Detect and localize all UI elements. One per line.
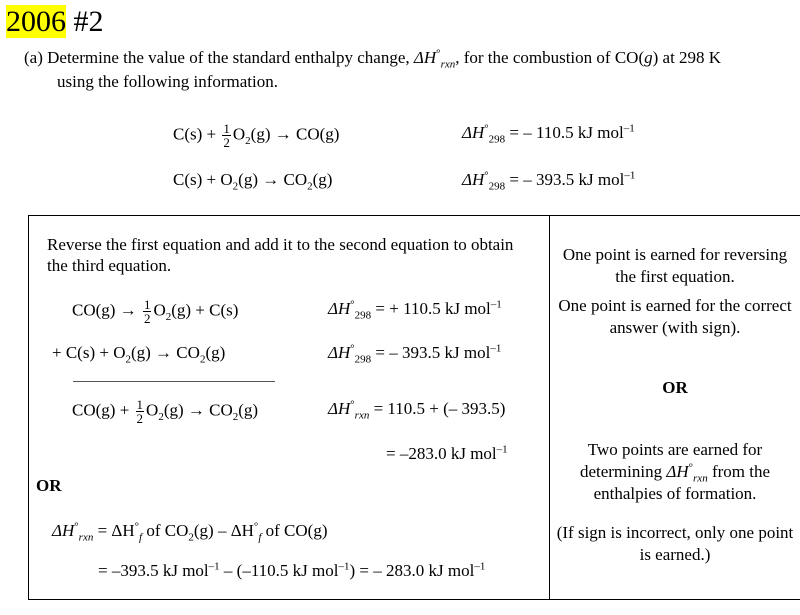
fraction-half: $\frac{1}{2}$ — [136, 397, 144, 426]
scoring-point-1: One point is earned for reversing the first equation. — [562, 245, 788, 286]
formation-equation-line-1: $\Delta H^\circ_{rxn} = \Delta H^\circ_f$ of $CO_2(g) - \Delta H^\circ_f$ of CO(g) — [52, 520, 328, 544]
solution-intro-line-1: Reverse the first equation and add it to the second equation to obtain — [47, 235, 514, 254]
column-divider — [549, 215, 550, 600]
reversed-enthalpy: $\Delta H^\circ_{298}$ = + 110.5 kJ mol$^{-1}$ — [328, 298, 502, 322]
fraction-half: $\frac{1}{2}$ — [143, 297, 151, 326]
year-highlight: 2006 — [6, 5, 66, 38]
given-equation-2: $C(s) + O_2(g) \to CO_2(g)$ — [173, 170, 333, 193]
scoring-point-2: One point is earned for the correct answer (with sign). — [558, 296, 792, 337]
formation-equation-line-2: = –393.5 kJ mol$^{-1}$ – (–110.5 kJ mol$^{-1}$) = – 283.0 kJ mol$^{-1}$ — [98, 560, 486, 580]
reversed-equation: CO(g) → $\frac{1}{2}$ $O_2(g) + C(s)$ — [72, 297, 239, 326]
fraction-half: $\frac{1}{2}$ — [223, 121, 230, 150]
solution-or-label: OR — [36, 476, 62, 495]
given-enthalpy-2: $\Delta H^\circ_{298}$ = – 393.5 kJ mol$^{-1}$ — [462, 169, 636, 193]
problem-number: #2 — [73, 5, 104, 38]
given-equation-1: C(s) + $\frac{1}{2}$ $O_2(g) \to CO(g)$ — [173, 121, 340, 150]
net-equation: CO(g) + $\frac{1}{2}$ $O_2(g) \to CO_2(g)$ — [72, 397, 259, 426]
sum-rule — [73, 381, 275, 382]
net-enthalpy-sum: $\Delta H^\circ_{rxn} = 110.5$ + (– 393.5) — [328, 398, 506, 422]
added-enthalpy: $\Delta H^\circ_{298}$ = – 393.5 kJ mol$^{-1}$ — [328, 342, 502, 366]
problem-title — [6, 4, 104, 40]
scoring-point-4: (If sign is incorrect, only one point is earned.) — [556, 523, 794, 564]
given-enthalpy-1: $\Delta H^\circ_{298}$ = – 110.5 kJ mol$^{-1}$ — [462, 122, 635, 146]
question-line-2: using the following information. — [57, 72, 278, 91]
question-line-1: (a) Determine the value of the standard enthalpy change, $\Delta H^\circ_{rxn}$, for the combustion of CO(g) at 298 K — [24, 47, 722, 71]
scoring-point-3: Two points are earned for determining $\Delta H^\circ_{rxn}$ from the enthalpies of formation. — [579, 440, 771, 503]
added-equation: + $C(s) + O_2(g) \to CO_2(g)$ — [52, 343, 226, 366]
net-enthalpy-result: = –283.0 kJ mol$^{-1}$ — [386, 443, 508, 463]
scoring-or-label: OR — [662, 378, 688, 397]
solution-intro-line-2: the third equation. — [47, 256, 172, 275]
